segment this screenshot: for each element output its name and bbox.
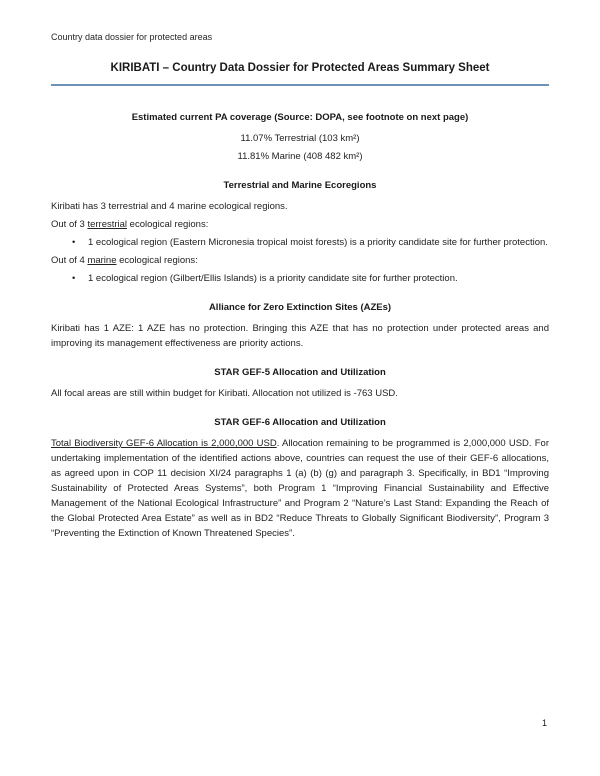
gef6-underlined-lead: Total Biodiversity GEF-6 Allocation is 2,000,000 USD bbox=[51, 438, 277, 449]
gef5-body: All focal areas are still within budget for Kiribati. Allocation not utilized is -763 USD. bbox=[51, 388, 398, 399]
ecoregions-terrestrial-lead bbox=[51, 217, 549, 232]
bullet-icon: • bbox=[72, 273, 76, 284]
ecoregions-marine-lead-underlined: marine bbox=[87, 255, 117, 266]
section-heading-gef6: STAR GEF-6 Allocation and Utilization bbox=[214, 417, 386, 428]
page-number: 1 bbox=[541, 718, 547, 728]
terrestrial-bullet-text: 1 ecological region (Eastern Micronesia tropical moist forests) is a priority candidate site for further protection. bbox=[88, 237, 548, 248]
gef6-body bbox=[51, 436, 549, 541]
section-heading-ecoregions: Terrestrial and Marine Ecoregions bbox=[223, 180, 377, 191]
ecoregions-intro: Kiribati has 3 terrestrial and 4 marine ecological regions. bbox=[51, 201, 288, 212]
section-heading-azes: Alliance for Zero Extinction Sites (AZEs) bbox=[208, 302, 392, 313]
ecoregions-marine-lead bbox=[51, 253, 549, 268]
marine-bullet-text: 1 ecological region (Gilbert/Ellis Islands) is a priority candidate site for further protection. bbox=[88, 273, 458, 284]
section-heading-gef5: STAR GEF-5 Allocation and Utilization bbox=[214, 367, 386, 378]
gef6-body-text: . Allocation remaining to be programmed is 2,000,000 USD. For undertaking implementation of the identified actions above, countries can request the use of their GEF-6 allocations, as agreed upon in COP 11 decision XI/24 paragraphs 1 (a) (b) (g) and paragraph 3. Specifically, in BD1 “Improving Sustainability of Protected Areas Systems”, both Program 1 “Improving Financial Sustainability and Effective Management of the National Ecological Infrastructure” and Program 2 “Nature’s Last Stand: Expanding the Reach of the Global Protected Area Estate” as well as in BD2 “Reduce Threats to Globally Significant Biodiversity”, Program 3 “Preventing the Extinction of Known Threatened Species”. bbox=[51, 438, 549, 539]
ecoregions-marine-lead-post: ecological regions: bbox=[116, 255, 198, 266]
bullet-icon: • bbox=[72, 237, 76, 248]
coverage-terrestrial-value: 11.07% Terrestrial (103 km²) bbox=[240, 133, 360, 144]
coverage-marine-value: 11.81% Marine (408 482 km²) bbox=[237, 151, 363, 162]
ecoregions-marine-lead-pre: Out of 4 bbox=[51, 255, 88, 266]
ecoregions-terrestrial-lead-post: ecological regions: bbox=[127, 219, 209, 230]
azes-body: Kiribati has 1 AZE: 1 AZE has no protection. Bringing this AZE that has no protection under protected areas and improving its management effectiveness are priority actions. bbox=[51, 323, 549, 349]
marine-bullet-item bbox=[51, 271, 549, 286]
ecoregions-terrestrial-lead-underlined: terrestrial bbox=[87, 219, 128, 230]
terrestrial-bullet-item bbox=[51, 235, 549, 250]
section-heading-pa-coverage: Estimated current PA coverage (Source: DOPA, see footnote on next page) bbox=[131, 112, 469, 123]
document-title: KIRIBATI – Country Data Dossier for Protected Areas Summary Sheet bbox=[51, 62, 549, 86]
ecoregions-terrestrial-lead-pre: Out of 3 bbox=[51, 219, 88, 230]
running-header: Country data dossier for protected areas bbox=[51, 32, 213, 42]
